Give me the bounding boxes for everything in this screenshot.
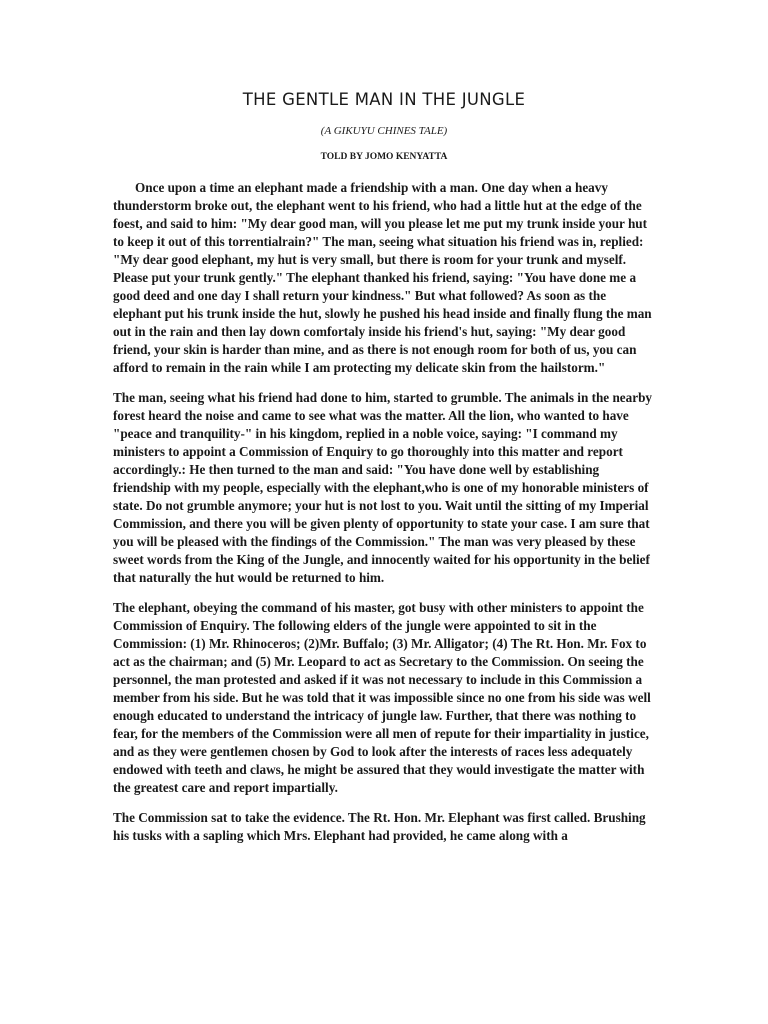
page-title: THE GENTLE MAN IN THE JUNGLE (242, 90, 526, 109)
story-body (113, 179, 655, 857)
paragraph-1: Once upon a time an elephant made a friendship with a man. One day when a heavy thunderstorm broke out, the elephant went to his friend, who had a little hut at the edge of the foest, and said to him: "My dear good man, will you please let me put my trunk inside your hut to keep it out of this torrentialrain?" The man, seeing what situation his friend was in, replied: "My dear good elephant, my hut is very small, but there is room for your trunk and myself. Please put your trunk gently." The elephant thanked his friend, saying: "You have done me a good deed and one day I shall return your kindness." But what followed? As soon as the elephant put his trunk inside the hut, slowly he pushed his head inside and finally flung the man out in the rain and then lay down comfortaly inside his friend's hut, saying: "My dear good friend, your skin is harder than mine, and as there is not enough room for both of us, you can afford to remain in the rain while I am protecting my delicate skin from the hailstorm." (113, 180, 652, 375)
author-byline: TOLD BY JOMO KENYATTA (320, 152, 448, 162)
paragraph-3: The elephant, obeying the command of his master, got busy with other ministers to appoint the Commission of Enquiry. The following elders of the jungle were appointed to sit in the Commission: (1) Mr. Rhinoceros; (2)Mr. Buffalo; (3) Mr. Alligator; (4) The Rt. Hon. Mr. Fox to act as the chairman; and (5) Mr. Leopard to act as Secretary to the Commission. On seeing the personnel, the man protested and asked if it was not necessary to include in this Commission a member from his side. But he was told that it was impossible since no one from his side was well enough educated to understand the intricacy of jungle law. Further, that there was nothing to fear, for the members of the Commission were all men of repute for their impartiality in justice, and as they were gentlemen chosen by God to look after the interests of races less adequately endowed with teeth and claws, he might be assured that they would investigate the matter with the greatest care and report impartially. (113, 600, 651, 795)
page-subtitle: (A GIKUYU CHINES TALE) (320, 125, 448, 137)
paragraph-2: The man, seeing what his friend had done to him, started to grumble. The animals in the nearby forest heard the noise and came to see what was the matter. All the lion, who wanted to have "peace and tranquility-" in his kingdom, replied in a noble voice, saying: "I command my ministers to appoint a Commission of Enquiry to go thoroughly into this matter and report accordingly.: He then turned to the man and said: "You have done well by establishing friendship with my people, especially with the elephant,who is one of my honorable ministers of state. Do not grumble anymore; your hut is not lost to you. Wait until the sitting of my Imperial Commission, and there you will be given plenty of opportunity to state your case. I am sure that you will be pleased with the findings of the Commission." The man was very pleased by these sweet words from the King of the Jungle, and innocently waited for his opportunity in the belief that naturally the hut would be returned to him. (113, 390, 653, 585)
paragraph-4: The Commission sat to take the evidence. The Rt. Hon. Mr. Elephant was first called. Brushing his tusks with a sapling which Mrs. Elephant had provided, he came along with a (113, 810, 646, 843)
